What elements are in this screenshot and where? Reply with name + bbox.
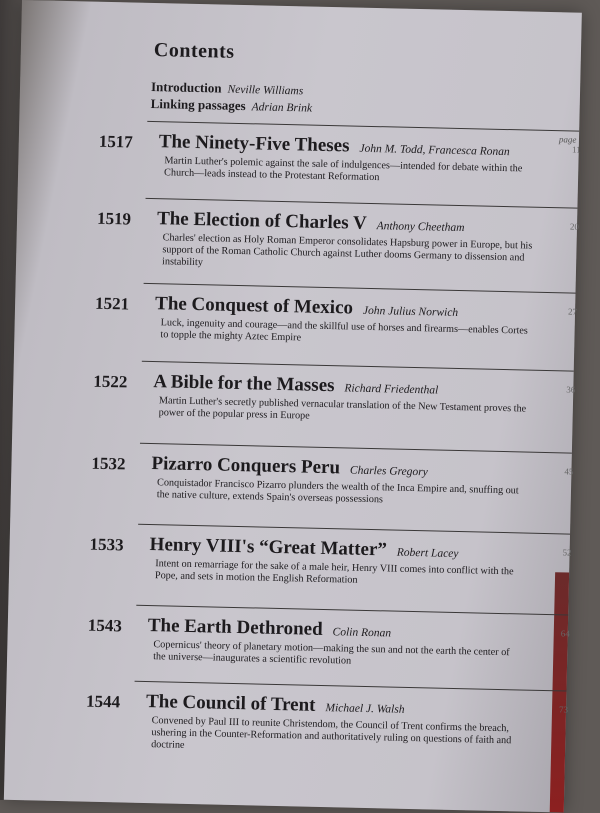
toc-entry[interactable]	[87, 615, 570, 667]
entry-author: Colin Ronan	[332, 626, 392, 640]
entry-page-number: 45	[564, 466, 574, 477]
toc-entry[interactable]	[91, 453, 574, 506]
page-column-label: page	[558, 134, 577, 145]
entry-title-text: The Council of Trent	[145, 690, 316, 716]
entry-page-number: 20	[569, 221, 580, 232]
entry-description: Martin Luther's secretly published vernacular translation of the New Testament proves the power of the popular press in Europe	[158, 395, 527, 422]
entry-author: Robert Lacey	[396, 546, 459, 561]
entry-author: John M. Todd, Francesca Ronan	[359, 142, 510, 159]
toc-entry[interactable]	[96, 208, 580, 269]
credit-name: Neville Williams	[227, 83, 304, 98]
credits	[150, 79, 312, 117]
entry-page-number: 73	[558, 704, 569, 715]
toc-entry[interactable]	[94, 293, 578, 344]
book-spine-edge	[550, 572, 569, 812]
entry-year: 1519	[96, 208, 132, 229]
entry-title-text: Pizarro Conquers Peru	[151, 453, 341, 479]
entry-author: Charles Gregory	[349, 464, 428, 479]
credit-linking-passages	[150, 96, 312, 117]
entry-title-text: The Conquest of Mexico	[154, 293, 354, 319]
entry-title	[148, 615, 392, 643]
entry-year: 1517	[98, 131, 134, 152]
entry-year: 1521	[94, 293, 130, 314]
entry-page-number: 27	[567, 306, 578, 317]
entry-year: 1532	[91, 453, 126, 474]
entry-page-number: 36	[566, 384, 576, 395]
entry-year: 1522	[93, 371, 128, 392]
entry-author: John Julius Norwich	[362, 304, 459, 319]
entry-year: 1533	[89, 534, 124, 555]
credit-label: Introduction	[150, 78, 222, 96]
divider	[138, 524, 570, 535]
toc-entry[interactable]	[89, 534, 572, 586]
entry-title-text: A Bible for the Masses	[153, 371, 335, 397]
entry-description: Martin Luther's polemic against the sale of indulgences—intended for debate within the Church—leads instead to the Protestant Reformation	[163, 155, 523, 184]
divider	[146, 198, 578, 209]
entry-title-text: The Earth Dethroned	[147, 615, 323, 640]
entry-title-text: The Election of Charles V	[156, 208, 367, 234]
entry-year: 1544	[85, 691, 121, 712]
entry-title-text: Henry VIII's “Great Matter”	[149, 534, 388, 561]
page-title: Contents	[153, 39, 235, 63]
divider	[144, 283, 576, 294]
divider	[140, 443, 572, 454]
entry-description: Convened by Paul III to reunite Christendom, the Council of Trent confirms the breach, ushering in the Counter-Reformation and authoritatively ruling on questions of faith and doctrine	[151, 715, 512, 751]
toc-entry[interactable]	[93, 371, 576, 422]
entry-page-number: 11	[571, 144, 581, 155]
entry-page-number: 52	[562, 547, 572, 558]
credit-label: Linking passages	[150, 95, 246, 114]
entry-author: Richard Friedenthal	[344, 382, 439, 397]
entry-page-number: 64	[560, 628, 570, 639]
book-page	[4, 0, 582, 812]
entry-year: 1543	[87, 615, 123, 636]
credit-name: Adrian Brink	[251, 101, 313, 115]
entry-description: Conquistador Francisco Pizarro plunders the wealth of the Inca Empire and, snuffing out the native culture, extends Spain's overseas possessions	[156, 477, 519, 506]
entry-author: Michael J. Walsh	[325, 702, 405, 716]
divider	[135, 681, 567, 692]
divider	[147, 121, 579, 132]
entry-description: Luck, ingenuity and courage—and the skillful use of horses and firearms—enables Cortes to topple the mighty Aztec Empire	[160, 317, 528, 344]
entry-description: Copernicus' theory of planetary motion—making the sun and not the earth the center of the universe—inaugurates a scientific revolution	[153, 639, 510, 667]
entry-description: Charles' election as Holy Roman Emperor consolidates Hapsburg power in Europe, but his support of the Roman Catholic Church against Luther dooms Germany to dissension and instability	[161, 232, 533, 269]
divider	[136, 605, 568, 616]
divider	[142, 361, 574, 372]
toc-entry[interactable]	[85, 690, 569, 751]
entry-description: Intent on remarriage for the sake of a male heir, Henry VIII comes into conflict with the Pope, and sets in motion the English Reformation	[154, 558, 514, 586]
entry-title	[146, 691, 405, 719]
entry-title-text: The Ninety-Five Theses	[158, 131, 350, 157]
entry-author: Anthony Cheetham	[376, 220, 465, 235]
